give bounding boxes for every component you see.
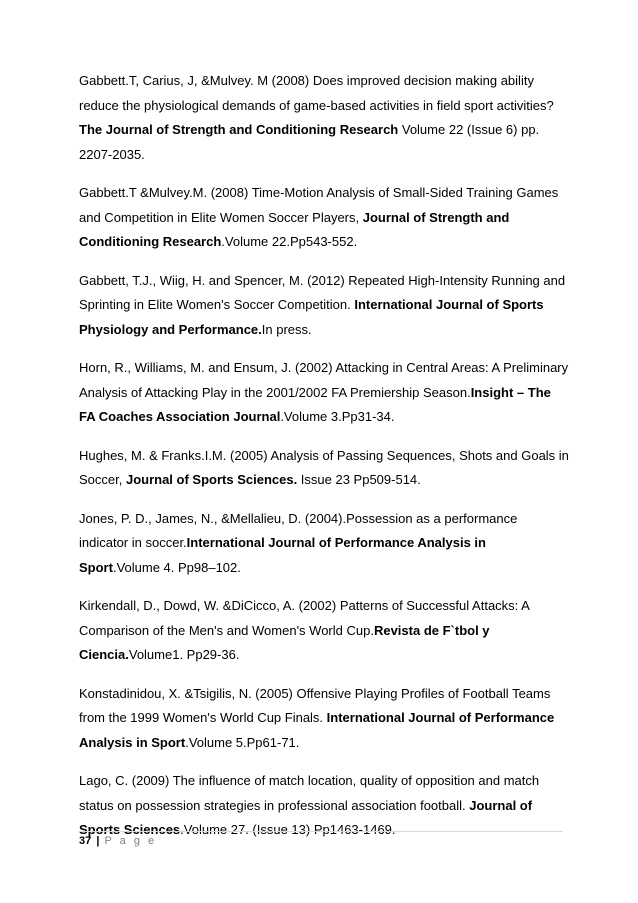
footer-divider [79,831,563,832]
reference-source-title: Journal of Sports Sciences [79,797,533,837]
reference-source-title: International Journal of Sports Physiology and Performance. [79,297,544,337]
footer-separator: | [96,835,100,847]
reference-text: Issue 23 Pp509-514. [297,472,421,487]
reference-text: Gabbett.T &Mulvey.M. (2008) Time-Motion Analysis of Small-Sided Training Games and Competition in Elite Women Soccer Players, [79,185,559,225]
reference-source-title: Insight – The FA Coaches Association Journal [79,384,551,424]
reference-text: Lago, C. (2009) The influence of match location, quality of opposition and match status on possession strategies in professional association football. [79,773,540,813]
page-number: 37 [79,835,92,847]
reference-entry [79,594,569,668]
reference-text: Jones, P. D., James, N., &Mellalieu, D. (2004).Possession as a performance indicator in soccer. [79,510,518,550]
reference-text: Volume 22 (Issue 6) pp. 2207-2035. [79,122,540,162]
reference-text: Gabbett, T.J., Wiig, H. and Spencer, M. (2012) Repeated High-Intensity Running and Sprinting in Elite Women's Soccer Competition. [79,272,566,312]
reference-source-title: International Journal of Performance Analysis in Sport [79,710,555,750]
reference-text: .Volume 5.Pp61-71. [185,734,300,750]
reference-entry [79,269,569,343]
reference-entry [79,69,569,167]
reference-source-title: International Journal of Performance Analysis in Sport [79,535,486,575]
reference-source-title: Journal of Sports Sciences. [125,472,298,487]
reference-entry [79,682,569,756]
reference-text: Horn, R., Williams, M. and Ensum, J. (2002) Attacking in Central Areas: A Preliminary Analysis of Attacking Play in the 2001/2002 FA Premiership Season. [79,360,569,400]
reference-entry [79,181,569,255]
page-footer [79,835,157,847]
reference-text: .Volume 3.Pp31-34. [280,409,395,424]
reference-source-title: Revista de F`tbol y Ciencia. [79,622,490,662]
reference-text: .Volume 22.Pp543-552. [221,234,358,249]
reference-entry [79,444,569,493]
page-label: P a g e [104,835,157,847]
reference-text: Gabbett.T, Carius, J, &Mulvey. M (2008) Does improved decision making ability reduce the physiological demands of game-based activities in field sport activities? [79,73,554,113]
reference-source-title: The Journal of Strength and Conditioning Research [79,122,399,137]
reference-text: Hughes, M. & Franks.I.M. (2005) Analysis of Passing Sequences, Shots and Goals in Soccer, [79,447,569,487]
reference-source-title: Journal of Strength and Conditioning Research [79,209,510,249]
reference-text: In press. [261,321,312,337]
reference-list [79,69,569,843]
reference-text: Volume1. Pp29-36. [128,647,240,662]
reference-text: Kirkendall, D., Dowd, W. &DiCicco, A. (2002) Patterns of Successful Attacks: A Comparison of the Men's and Women's World Cup. [79,598,530,638]
reference-text: .Volume 4. Pp98–102. [112,559,241,575]
reference-text: .Volume 27. (Issue 13) Pp1463-1469. [180,822,396,837]
reference-entry [79,356,569,430]
reference-entry [79,507,569,581]
reference-text: Konstadinidou, X. &Tsigilis, N. (2005) Offensive Playing Profiles of Football Teams from the 1999 Women's World Cup Finals. [79,685,551,725]
